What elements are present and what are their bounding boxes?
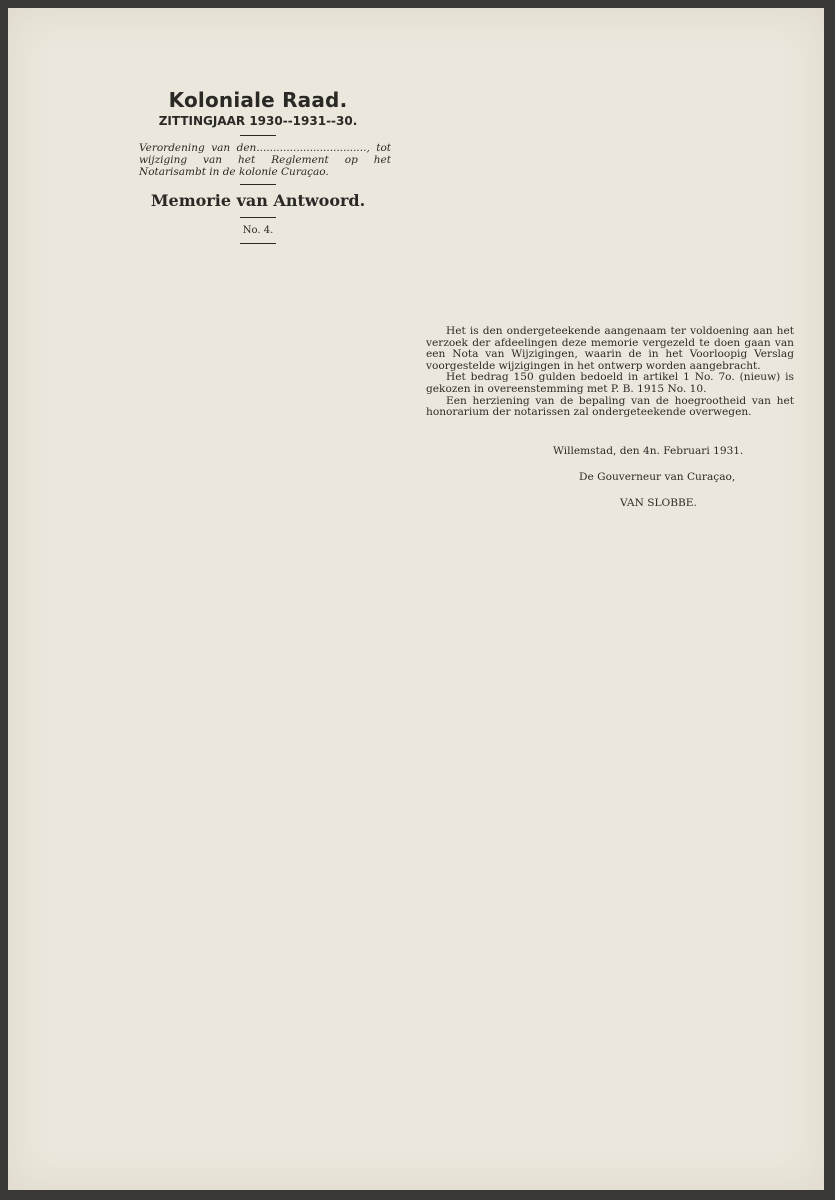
paragraph: Een herziening van de bepaling van de hoegrootheid van het honorarium der notarissen zal ondergeteekende overwegen. bbox=[426, 394, 794, 419]
ordinance-description: Verordening van den................................., tot wijziging van het Reglement op het Notarisambt in de kolonie Curaçao. bbox=[139, 142, 391, 178]
document-page bbox=[8, 8, 824, 1190]
paragraph: Het bedrag 150 gulden bedoeld in artikel 1 No. 7o. (nieuw) is gekozen in overeenstemming met P. B. 1915 No. 10. bbox=[426, 371, 794, 395]
memorie-title: Memorie van Antwoord. bbox=[150, 191, 366, 210]
paragraph: Het is den ondergeteekende aangenaam ter voldoening aan het verzoek der afdeelingen deze memorie vergezeld te doen gaan van een Nota van Wijzigingen, waarin de in het Voorloopig Verslag voorgestelde wijzigingen in het ontwerp worden aangebracht. bbox=[426, 325, 794, 372]
divider bbox=[240, 243, 276, 244]
divider bbox=[240, 135, 276, 136]
council-title: Koloniale Raad. bbox=[168, 88, 348, 112]
divider bbox=[240, 217, 276, 218]
signatory-name: VAN SLOBBE. bbox=[620, 497, 697, 509]
document-header bbox=[133, 88, 391, 250]
session-year: ZITTINGJAAR 1930--1931--30. bbox=[158, 114, 358, 128]
document-number: No. 4. bbox=[242, 225, 274, 236]
divider bbox=[240, 184, 276, 185]
body-text bbox=[426, 326, 794, 419]
place-date: Willemstad, den 4n. Februari 1931. bbox=[553, 445, 744, 457]
signatory-role: De Gouverneur van Curaçao, bbox=[579, 471, 736, 483]
